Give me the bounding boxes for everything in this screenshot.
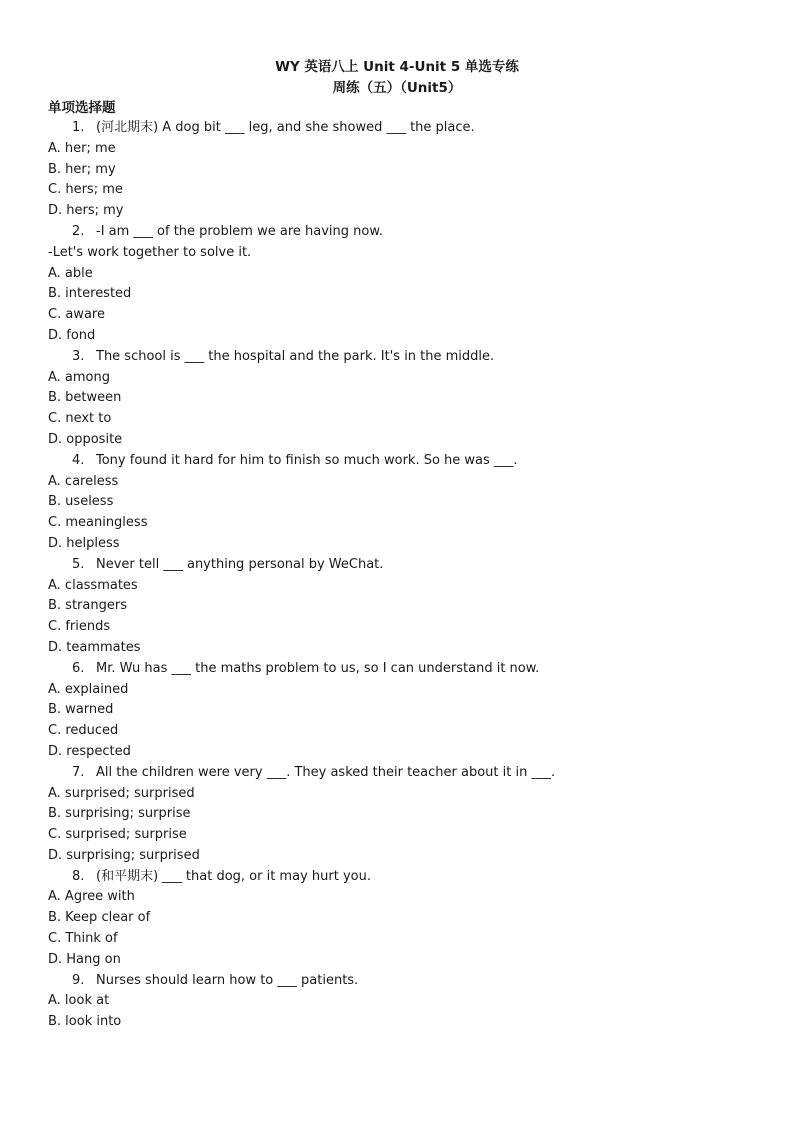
answer-option: D. Hang on (48, 951, 121, 967)
answer-option: B. useless (48, 494, 114, 510)
question-list (48, 118, 748, 1033)
question-stem-continued (48, 243, 748, 264)
question-number: 2. (72, 223, 85, 239)
question-text: Mr. Wu has ___ the maths problem to us, so I can understand it now. (96, 660, 540, 676)
question-number: 4. (72, 452, 85, 468)
question-number: 5. (72, 556, 85, 572)
answer-option: D. helpless (48, 535, 120, 551)
question-stem (48, 347, 748, 368)
answer-option: A. classmates (48, 577, 138, 593)
question-stem (48, 659, 748, 680)
question-stem (48, 222, 748, 243)
answer-option: C. friends (48, 619, 111, 635)
question-stem (48, 451, 748, 472)
question-text: Never tell ___ anything personal by WeChat. (96, 556, 384, 572)
answer-option: A. her; me (48, 140, 116, 156)
answer-option: D. teammates (48, 639, 141, 655)
document-subtitle: 周练（五）（Unit5） (332, 80, 462, 96)
answer-option: D. hers; my (48, 203, 124, 219)
answer-option: D. respected (48, 743, 131, 759)
answer-option: D. fond (48, 327, 96, 343)
question-text: Nurses should learn how to ___ patients. (96, 972, 359, 988)
answer-option: B. look into (48, 1014, 122, 1030)
question-stem (48, 555, 748, 576)
question-text: -I am ___ of the problem we are having now. (96, 223, 383, 239)
question-text: -Let's work together to solve it. (48, 244, 252, 260)
answer-option: A. among (48, 369, 111, 385)
question-text: The school is ___ the hospital and the park. It's in the middle. (96, 348, 495, 364)
answer-option: C. surprised; surprise (48, 827, 187, 843)
answer-option: A. look at (48, 993, 110, 1009)
document-title: WY 英语八上 Unit 4-Unit 5 单选专练 (275, 59, 519, 75)
answer-option: B. her; my (48, 161, 116, 177)
answer-option: B. warned (48, 702, 114, 718)
answer-option: C. Think of (48, 931, 118, 947)
question-number: 6. (72, 660, 85, 676)
question-number: 9. (72, 972, 85, 988)
question-text: Tony found it hard for him to finish so much work. So he was ___. (96, 452, 518, 468)
answer-option: A. careless (48, 473, 119, 489)
answer-option: A. Agree with (48, 889, 135, 905)
question-number: 1. (72, 120, 85, 135)
answer-option: C. next to (48, 411, 112, 427)
answer-option: B. surprising; surprise (48, 806, 191, 822)
section-title: 单项选择题 (48, 100, 116, 116)
question-text: All the children were very ___. They asked their teacher about it in ___. (96, 764, 556, 780)
answer-option: D. opposite (48, 431, 123, 447)
answer-option: C. hers; me (48, 182, 123, 198)
answer-option: D. surprising; surprised (48, 847, 200, 863)
question-number: 8. (72, 868, 85, 884)
answer-option: A. able (48, 265, 93, 281)
answer-option: B. between (48, 390, 122, 406)
question-number: 7. (72, 764, 85, 780)
question-stem (48, 118, 748, 139)
answer-option: B. interested (48, 286, 132, 302)
answer-option: C. aware (48, 307, 105, 323)
answer-option: A. surprised; surprised (48, 785, 195, 801)
question-text: (和平期末) ___ that dog, or it may hurt you. (96, 868, 371, 884)
answer-option: A. explained (48, 681, 129, 697)
answer-option: C. reduced (48, 723, 119, 739)
question-stem (48, 867, 748, 888)
question-text: (河北期末) A dog bit ___ leg, and she showed ___ the place. (96, 120, 475, 135)
question-number: 3. (72, 348, 85, 364)
answer-option: B. Keep clear of (48, 910, 151, 926)
question-stem (48, 763, 748, 784)
answer-option: C. meaningless (48, 515, 148, 531)
question-stem (48, 971, 748, 992)
answer-option: B. strangers (48, 598, 127, 614)
